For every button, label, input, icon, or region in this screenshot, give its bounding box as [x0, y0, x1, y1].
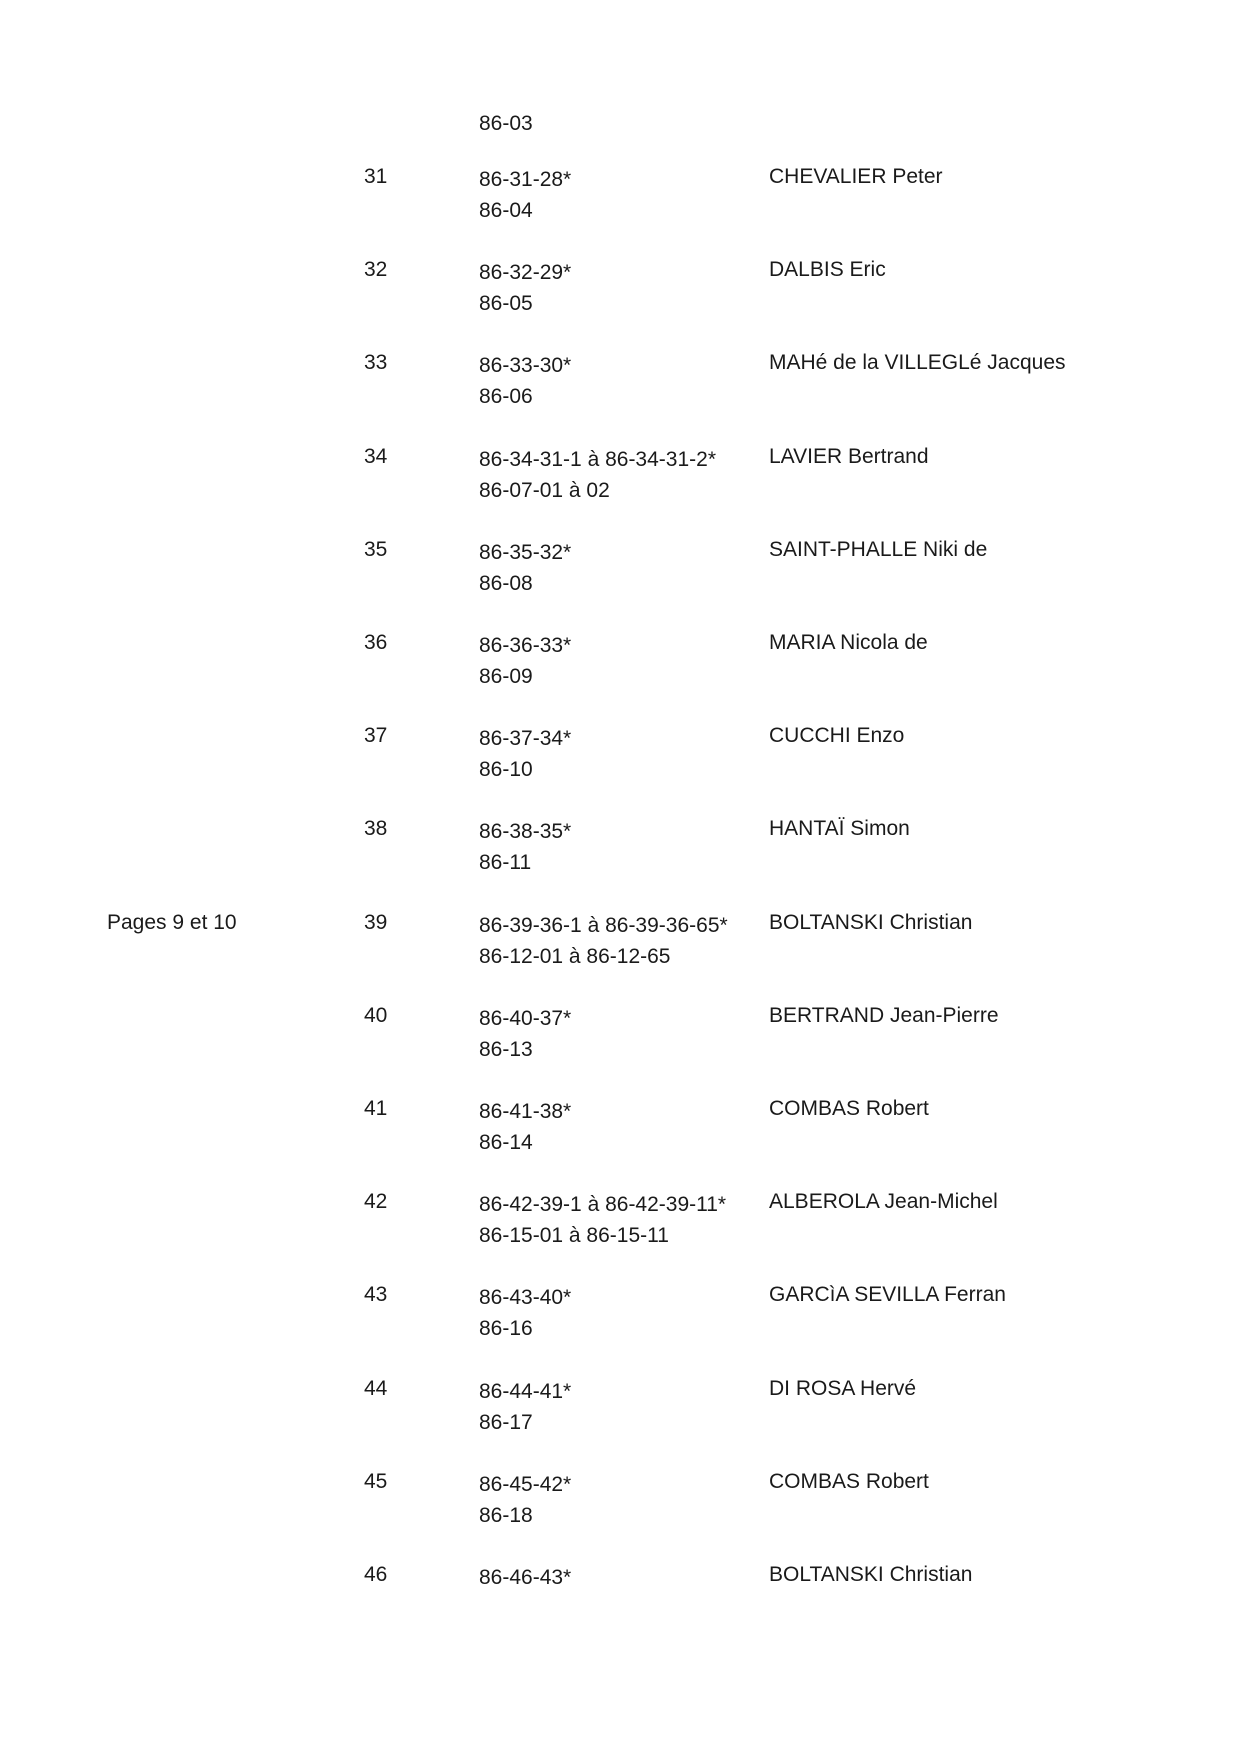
inventory-number: 86-32-29* [479, 261, 572, 284]
inventory-number: 86-43-40* [479, 1286, 572, 1309]
inventory-references [479, 723, 571, 785]
item-number: 32 [364, 258, 388, 281]
artist-name: GARCìA SEVILLA Ferran [769, 1283, 1006, 1306]
item-number: 31 [364, 165, 388, 188]
inventory-number: 86-33-30* [479, 354, 572, 377]
inventory-references [479, 257, 571, 319]
item-number: 42 [364, 1190, 388, 1213]
old-inventory-number: 86-17 [479, 1411, 533, 1434]
old-inventory-number: 86-04 [479, 199, 533, 222]
inventory-references [479, 444, 716, 506]
old-inventory-number: 86-18 [479, 1504, 533, 1527]
item-number: 37 [364, 724, 388, 747]
artist-name: ALBEROLA Jean-Michel [769, 1190, 998, 1213]
inventory-references [479, 1096, 571, 1158]
artist-name: BERTRAND Jean-Pierre [769, 1004, 999, 1027]
page-reference: Pages 9 et 10 [107, 911, 237, 934]
item-number: 43 [364, 1283, 388, 1306]
old-inventory-number: 86-05 [479, 292, 533, 315]
old-inventory-number: 86-10 [479, 758, 533, 781]
artist-name: MAHé de la VILLEGLé Jacques [769, 351, 1066, 374]
inventory-number: 86-42-39-1 à 86-42-39-11* [479, 1193, 727, 1216]
item-number: 41 [364, 1097, 388, 1120]
old-inventory-number: 86-08 [479, 572, 533, 595]
artist-name: DALBIS Eric [769, 258, 886, 281]
artist-name: LAVIER Bertrand [769, 445, 929, 468]
item-number: 34 [364, 445, 388, 468]
inventory-number: 86-38-35* [479, 820, 572, 843]
artist-name: CUCCHI Enzo [769, 724, 905, 747]
inventory-references [479, 164, 571, 226]
inventory-references [479, 350, 571, 412]
inventory-number: 86-40-37* [479, 1007, 572, 1030]
inventory-references [479, 537, 571, 599]
inventory-number: 86-44-41* [479, 1380, 572, 1403]
inventory-number: 86-37-34* [479, 727, 572, 750]
old-inventory-number: 86-09 [479, 665, 533, 688]
artist-name: COMBAS Robert [769, 1470, 929, 1493]
old-inventory-number: 86-16 [479, 1317, 533, 1340]
item-number: 44 [364, 1377, 388, 1400]
header-fragment: 86-03 [479, 112, 533, 135]
item-number: 35 [364, 538, 388, 561]
artist-name: DI ROSA Hervé [769, 1377, 917, 1400]
inventory-references [479, 630, 571, 692]
item-number: 38 [364, 817, 388, 840]
inventory-number: 86-34-31-1 à 86-34-31-2* [479, 448, 716, 471]
inventory-number: 86-36-33* [479, 634, 572, 657]
inventory-references [479, 1003, 571, 1065]
item-number: 40 [364, 1004, 388, 1027]
inventory-references [479, 1562, 571, 1624]
inventory-references [479, 1376, 571, 1438]
inventory-references [479, 910, 728, 972]
inventory-references [479, 1469, 571, 1531]
artist-name: MARIA Nicola de [769, 631, 928, 654]
old-inventory-number: 86-06 [479, 385, 533, 408]
inventory-number: 86-35-32* [479, 541, 572, 564]
old-inventory-number: 86-13 [479, 1038, 533, 1061]
inventory-references [479, 1189, 726, 1251]
inventory-number: 86-46-43* [479, 1566, 572, 1589]
inventory-number: 86-31-28* [479, 168, 572, 191]
inventory-number: 86-41-38* [479, 1100, 572, 1123]
item-number: 39 [364, 911, 388, 934]
artist-name: SAINT-PHALLE Niki de [769, 538, 988, 561]
item-number: 46 [364, 1563, 388, 1586]
item-number: 33 [364, 351, 388, 374]
old-inventory-number: 86-12-01 à 86-12-65 [479, 945, 671, 968]
item-number: 45 [364, 1470, 388, 1493]
inventory-references [479, 816, 571, 878]
old-inventory-number: 86-15-01 à 86-15-11 [479, 1224, 669, 1247]
artist-name: COMBAS Robert [769, 1097, 929, 1120]
old-inventory-number: 86-11 [479, 851, 532, 874]
artist-name: BOLTANSKI Christian [769, 1563, 973, 1586]
inventory-number: 86-45-42* [479, 1473, 572, 1496]
artist-name: BOLTANSKI Christian [769, 911, 973, 934]
inventory-number: 86-39-36-1 à 86-39-36-65* [479, 914, 728, 937]
artist-name: CHEVALIER Peter [769, 165, 943, 188]
inventory-references [479, 1282, 571, 1344]
old-inventory-number: 86-07-01 à 02 [479, 479, 610, 502]
artist-name: HANTAÏ Simon [769, 817, 910, 840]
old-inventory-number: 86-14 [479, 1131, 533, 1154]
old-inventory-number [479, 1593, 571, 1624]
item-number: 36 [364, 631, 388, 654]
